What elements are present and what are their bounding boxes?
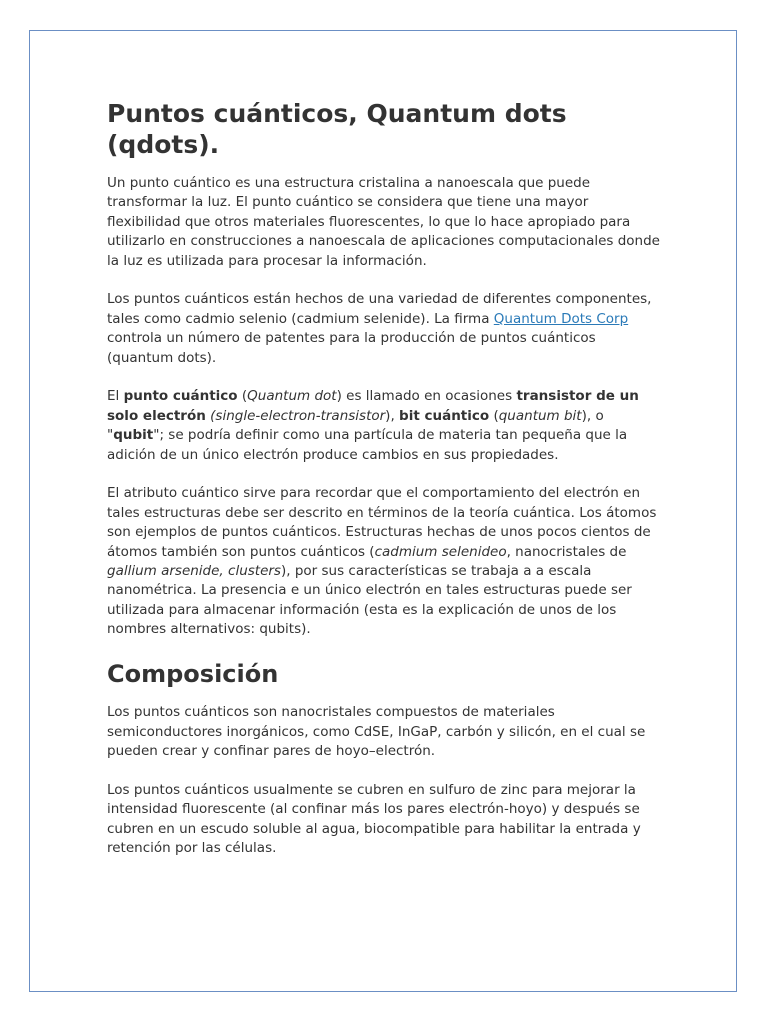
text-segment: ),: [385, 407, 400, 424]
section-heading-composicion: Composición: [107, 660, 279, 689]
italic-term: (single-electron-transistor: [210, 407, 386, 424]
document-body: [107, 98, 663, 878]
paragraph-coating: Los puntos cuánticos usualmente se cubren en sulfuro de zinc para mejorar la intensidad fluorescente (al confinar más los pares electrón-hoyo) y después se cubren en un escudo soluble al agua, biocompatible para habilitar la entrada y retención por las células.: [107, 781, 641, 856]
paragraph-intro: Un punto cuántico es una estructura cristalina a nanoescala que puede transformar la luz. El punto cuántico se considera que tiene una mayor flexibilidad que otros materiales fluorescentes, lo que lo hace apropiado para utilizarlo en construcciones a nanoescala de aplicaciones computacionales donde la luz es utilizada para procesar la información.: [107, 175, 660, 269]
text-segment: "; se podría definir como una partícula de materia tan pequeña que la adición de un único electrón produce cambios en sus propiedades.: [107, 427, 628, 463]
text-segment: ), o ": [107, 407, 604, 444]
text-segment: controla un número de patentes para la producción de puntos cuánticos (quantum dots).: [107, 330, 596, 366]
text-segment: ) es llamado en ocasiones: [336, 388, 517, 405]
paragraph-definition: [107, 387, 663, 465]
bold-term: transistor de un solo electrón: [107, 388, 639, 424]
page-title: Puntos cuánticos, Quantum dots (qdots).: [107, 99, 567, 159]
bold-term: punto cuántico: [123, 388, 238, 405]
bold-term: qubit: [113, 427, 154, 444]
text-segment: El: [107, 388, 124, 405]
text-segment: , nanocristales de: [506, 543, 627, 560]
text-segment: ), por sus características se trabaja a a escala nanométrica. La presencia e un único electrón en tales estructuras puede ser utilizada para almacenar información (esta es la explicación de unos de los nombres alternativos: qubits).: [107, 563, 632, 638]
italic-term: Quantum dot: [247, 388, 337, 405]
text-segment: (: [237, 388, 248, 405]
paragraph-composition: Los puntos cuánticos son nanocristales compuestos de materiales semiconductores inorgánicos, como CdSE, InGaP, carbón y silicón, en el cual se pueden crear y confinar pares de hoyo–electrón.: [107, 704, 646, 759]
italic-term: quantum bit: [498, 407, 582, 424]
text-segment: Los puntos cuánticos están hechos de una variedad de diferentes componentes, tales como cadmio selenio (cadmium selenide). La firma: [107, 291, 652, 327]
italic-term: cadmium selenideo: [374, 543, 507, 560]
italic-term: gallium arsenide, clusters: [107, 563, 281, 580]
text-segment: (: [489, 407, 499, 424]
quantum-dots-corp-link[interactable]: Quantum Dots Corp: [493, 310, 629, 327]
paragraph-quantum-attribute: [107, 484, 663, 639]
paragraph-components: [107, 290, 663, 368]
bold-term: bit cuántico: [399, 407, 490, 424]
text-segment: El atributo cuántico sirve para recordar que el comportamiento del electrón en tales estructuras debe ser descrito en términos de la teoría cuántica. Los átomos son ejemplos de puntos cuánticos. Estructuras hechas de unos pocos cientos de átomos también son puntos cuánticos (: [107, 485, 657, 560]
